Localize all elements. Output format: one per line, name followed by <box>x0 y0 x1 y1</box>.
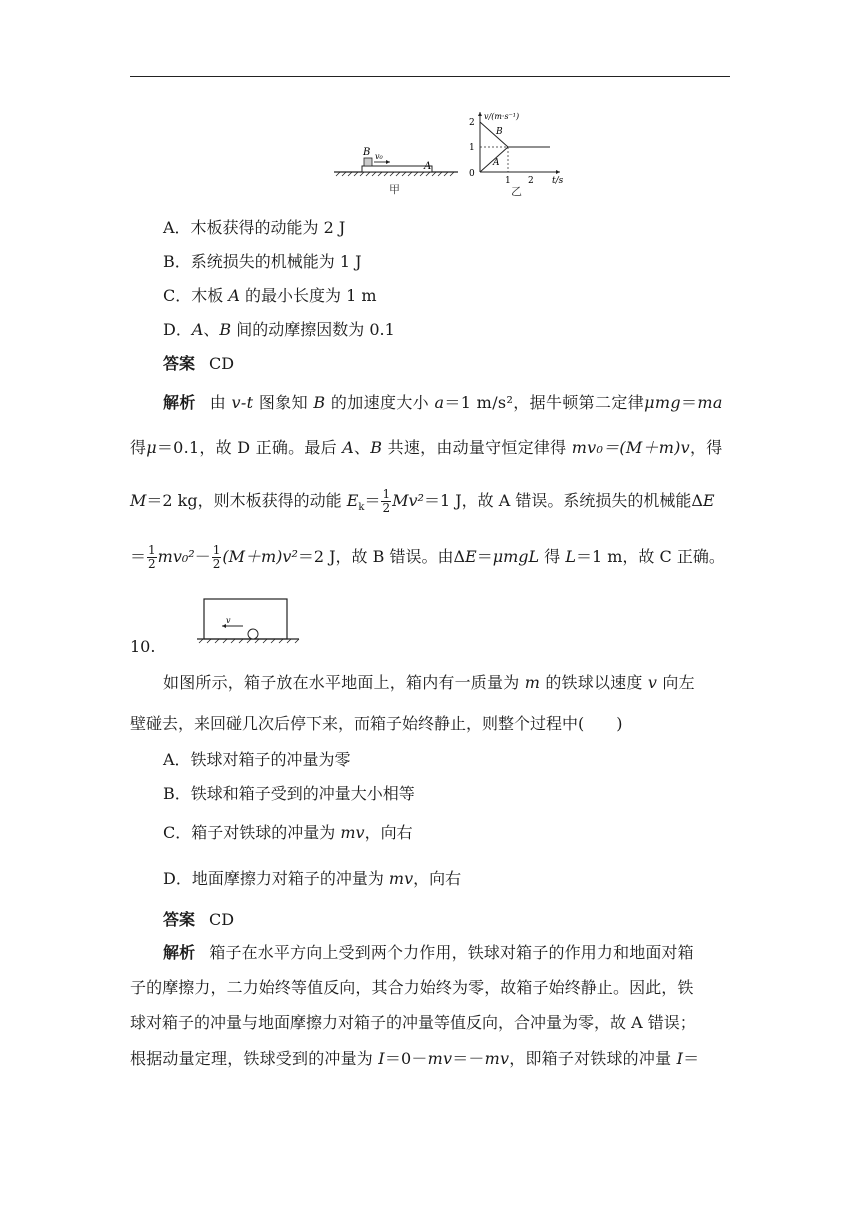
header-rule <box>130 76 730 77</box>
board-A <box>362 166 432 172</box>
q9-analysis-line-4: ＝ $\frac{1}{2}$ mv₀²－ $\frac{1}{2}$ (M＋m)v²＝2 J，故 B 错误。由ΔE＝μmgL 得 L＝1 m，故 C 正确。 <box>130 543 725 571</box>
analysis-label: 解析 <box>163 943 196 962</box>
fraction-half: $\frac{1}{2}$ <box>212 543 221 571</box>
tick-0: 0 <box>469 169 475 179</box>
board-diagram <box>334 147 458 196</box>
q10-analysis-line-2: 子的摩擦力，二力始终等值反向，其合力始终为零，故箱子始终静止。因此，铁 <box>130 978 694 997</box>
analysis-label: 解析 <box>163 393 196 412</box>
q10-option-a: A．铁球对箱子的冲量为零 <box>163 750 351 769</box>
tick-x-2: 2 <box>528 176 534 186</box>
block-B <box>364 158 372 166</box>
q10-number: 10. <box>130 637 156 656</box>
figure-board-and-vt-graph <box>330 108 600 198</box>
q10-option-c: C．箱子对铁球的冲量为 mv，向右 <box>163 823 413 842</box>
answer-value: CD <box>209 354 235 373</box>
q9-option-b: B．系统损失的机械能为 1 J <box>163 252 362 271</box>
tick-x-1: 1 <box>505 176 511 186</box>
axis-x-label: t/s <box>552 176 564 186</box>
caption-left: 甲 <box>389 183 400 196</box>
q9-answer <box>163 354 763 374</box>
tick-y-1: 1 <box>469 143 475 153</box>
line-label-B: B <box>496 127 503 137</box>
fraction-half: $\frac{1}{2}$ <box>148 543 156 571</box>
box-label-v: v <box>226 616 231 625</box>
q10-stem-line-2: 壁碰去，来回碰几次后停下来，而箱子始终静止，则整个过程中( ) <box>130 714 623 733</box>
answer-value: CD <box>209 910 235 929</box>
answer-label: 答案 <box>163 910 196 929</box>
q9-option-a: A．木板获得的动能为 2 J <box>163 218 346 237</box>
q9-option-d: D．A、B 间的动摩擦因数为 0.1 <box>163 320 395 339</box>
q9-option-c: C．木板 A 的最小长度为 1 m <box>163 286 377 305</box>
fraction-half: $\frac{1}{2}$ <box>382 487 391 515</box>
tick-y-2: 2 <box>469 118 475 128</box>
box <box>204 599 287 639</box>
q9-analysis-line-3: M＝2 kg，则木板获得的动能 $E_k=$ $\frac{1}{2}$ Mv²＝1 J，故 A 错误。系统损失的机械能ΔE <box>130 487 715 515</box>
answer-label: 答案 <box>163 354 196 373</box>
q10-answer <box>163 910 763 930</box>
q10-option-b: B．铁球和箱子受到的冲量大小相等 <box>163 784 415 803</box>
q10-stem-line-1: 如图所示，箱子放在水平地面上，箱内有一质量为 m 的铁球以速度 v 向左 <box>163 673 695 692</box>
board-label-v0: v₀ <box>375 152 383 161</box>
q9-analysis-line-2: 得μ＝0.1，故 D 正确。最后 A、B 共速，由动量守恒定律得 mv₀＝(M＋m)v，得 <box>130 438 723 457</box>
caption-right: 乙 <box>511 185 522 198</box>
line-label-A: A <box>493 158 500 168</box>
board-label-B: B <box>363 147 371 158</box>
vt-line-B <box>480 122 550 147</box>
vt-graph <box>469 112 564 198</box>
q10-option-d: D．地面摩擦力对箱子的冲量为 mv，向右 <box>163 869 462 888</box>
q9-analysis-line-1: 解析 由 v-t 图象知 B 的加速度大小 a＝1 m/s²，据牛顿第二定律μmg＝ma <box>163 393 723 412</box>
q10-analysis-line-1: 解析 箱子在水平方向上受到两个力作用，铁球对箱子的作用力和地面对箱 <box>163 943 694 962</box>
q10-analysis-line-3: 球对箱子的冲量与地面摩擦力对箱子的冲量等值反向，合冲量为零，故 A 错误； <box>130 1013 696 1032</box>
board-label-A: A <box>424 161 432 172</box>
axis-y-label: v/(m·s⁻¹) <box>484 112 520 121</box>
q10-analysis-line-4: 根据动量定理，铁球受到的冲量为 I＝0－mv＝－mv，即箱子对铁球的冲量 I＝ <box>130 1049 700 1068</box>
